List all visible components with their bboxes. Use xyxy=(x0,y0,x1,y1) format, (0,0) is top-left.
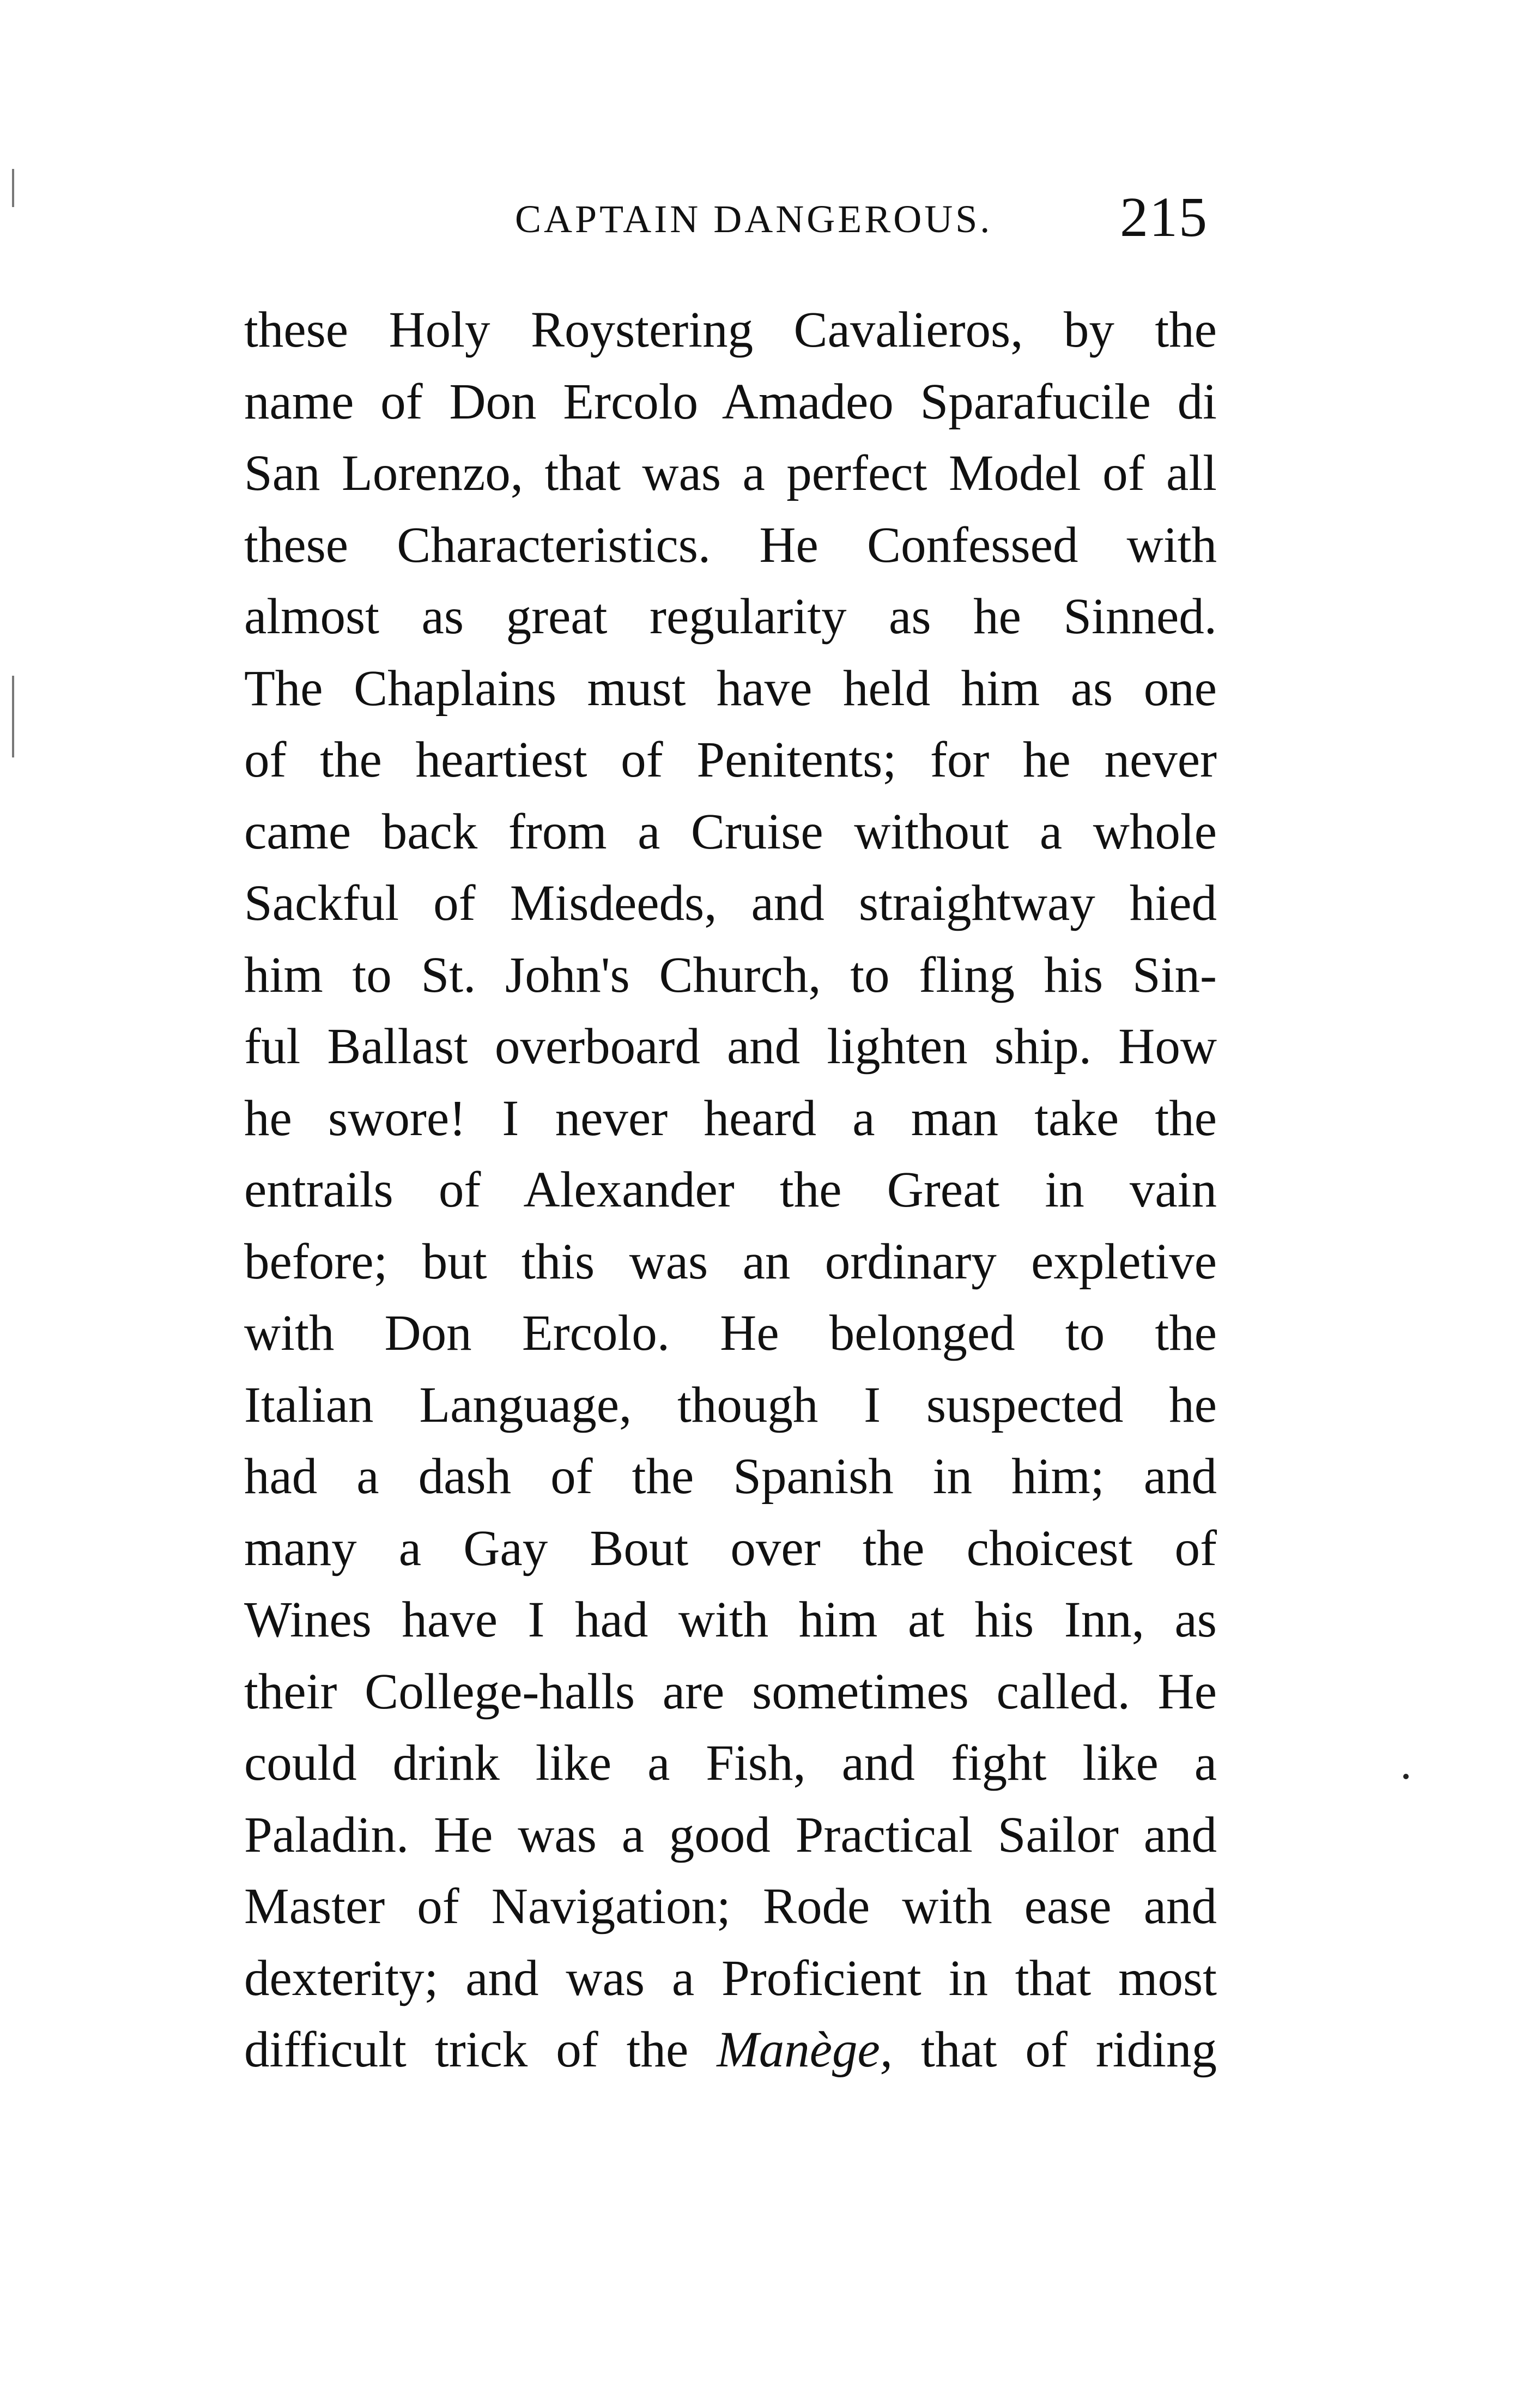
running-head xyxy=(0,186,1540,248)
last-line-end: that of riding xyxy=(893,2022,1217,2078)
text-line: entrails of Alexander the Great in vain xyxy=(244,1162,1217,1218)
text-line: name of Don Ercolo Amadeo Sparafucile di xyxy=(244,373,1217,430)
text-line: many a Gay Bout over the choicest of xyxy=(244,1520,1217,1576)
italic-word: Manège, xyxy=(717,2022,893,2078)
body-text xyxy=(244,294,1217,2086)
text-line: ful Ballast overboard and lighten ship. How xyxy=(244,1018,1217,1075)
text-line-last xyxy=(244,2014,1217,2086)
text-line: he swore! I never heard a man take the xyxy=(244,1090,1217,1147)
text-line: Wines have I had with him at his Inn, as xyxy=(244,1592,1217,1648)
page-number: 215 xyxy=(1120,186,1208,248)
text-line: him to St. John's Church, to fling his Sin- xyxy=(244,947,1217,1003)
text-line: The Chaplains must have held him as one xyxy=(244,660,1217,717)
text-line: with Don Ercolo. He belonged to the xyxy=(244,1305,1217,1361)
text-line: their College-halls are sometimes called. He xyxy=(244,1663,1217,1720)
text-line: before; but this was an ordinary expletive xyxy=(244,1233,1217,1290)
text-line: San Lorenzo, that was a perfect Model of all xyxy=(244,445,1217,501)
text-line: could drink like a Fish, and fight like a xyxy=(244,1735,1217,1791)
text-line: dexterity; and was a Proficient in that most xyxy=(244,1950,1217,2006)
text-line: Master of Navigation; Rode with ease and xyxy=(244,1878,1217,1935)
text-line: these Characteristics. He Confessed with xyxy=(244,517,1217,573)
text-line: had a dash of the Spanish in him; and xyxy=(244,1448,1217,1505)
text-line: these Holy Roystering Cavalieros, by the xyxy=(244,302,1217,358)
text-line: came back from a Cruise without a whole xyxy=(244,803,1217,860)
margin-scan-mark xyxy=(12,676,14,757)
text-line: Italian Language, though I suspected he xyxy=(244,1377,1217,1433)
last-line-start: difficult trick of the xyxy=(244,2022,717,2078)
running-title: CAPTAIN DANGEROUS. xyxy=(515,197,993,241)
text-line: almost as great regularity as he Sinned. xyxy=(244,589,1217,645)
text-line: Paladin. He was a good Practical Sailor and xyxy=(244,1806,1217,1863)
stray-ink-dot xyxy=(1403,1774,1409,1779)
text-line: of the heartiest of Penitents; for he never xyxy=(244,732,1217,788)
text-line: Sackful of Misdeeds, and straightway hied xyxy=(244,875,1217,931)
